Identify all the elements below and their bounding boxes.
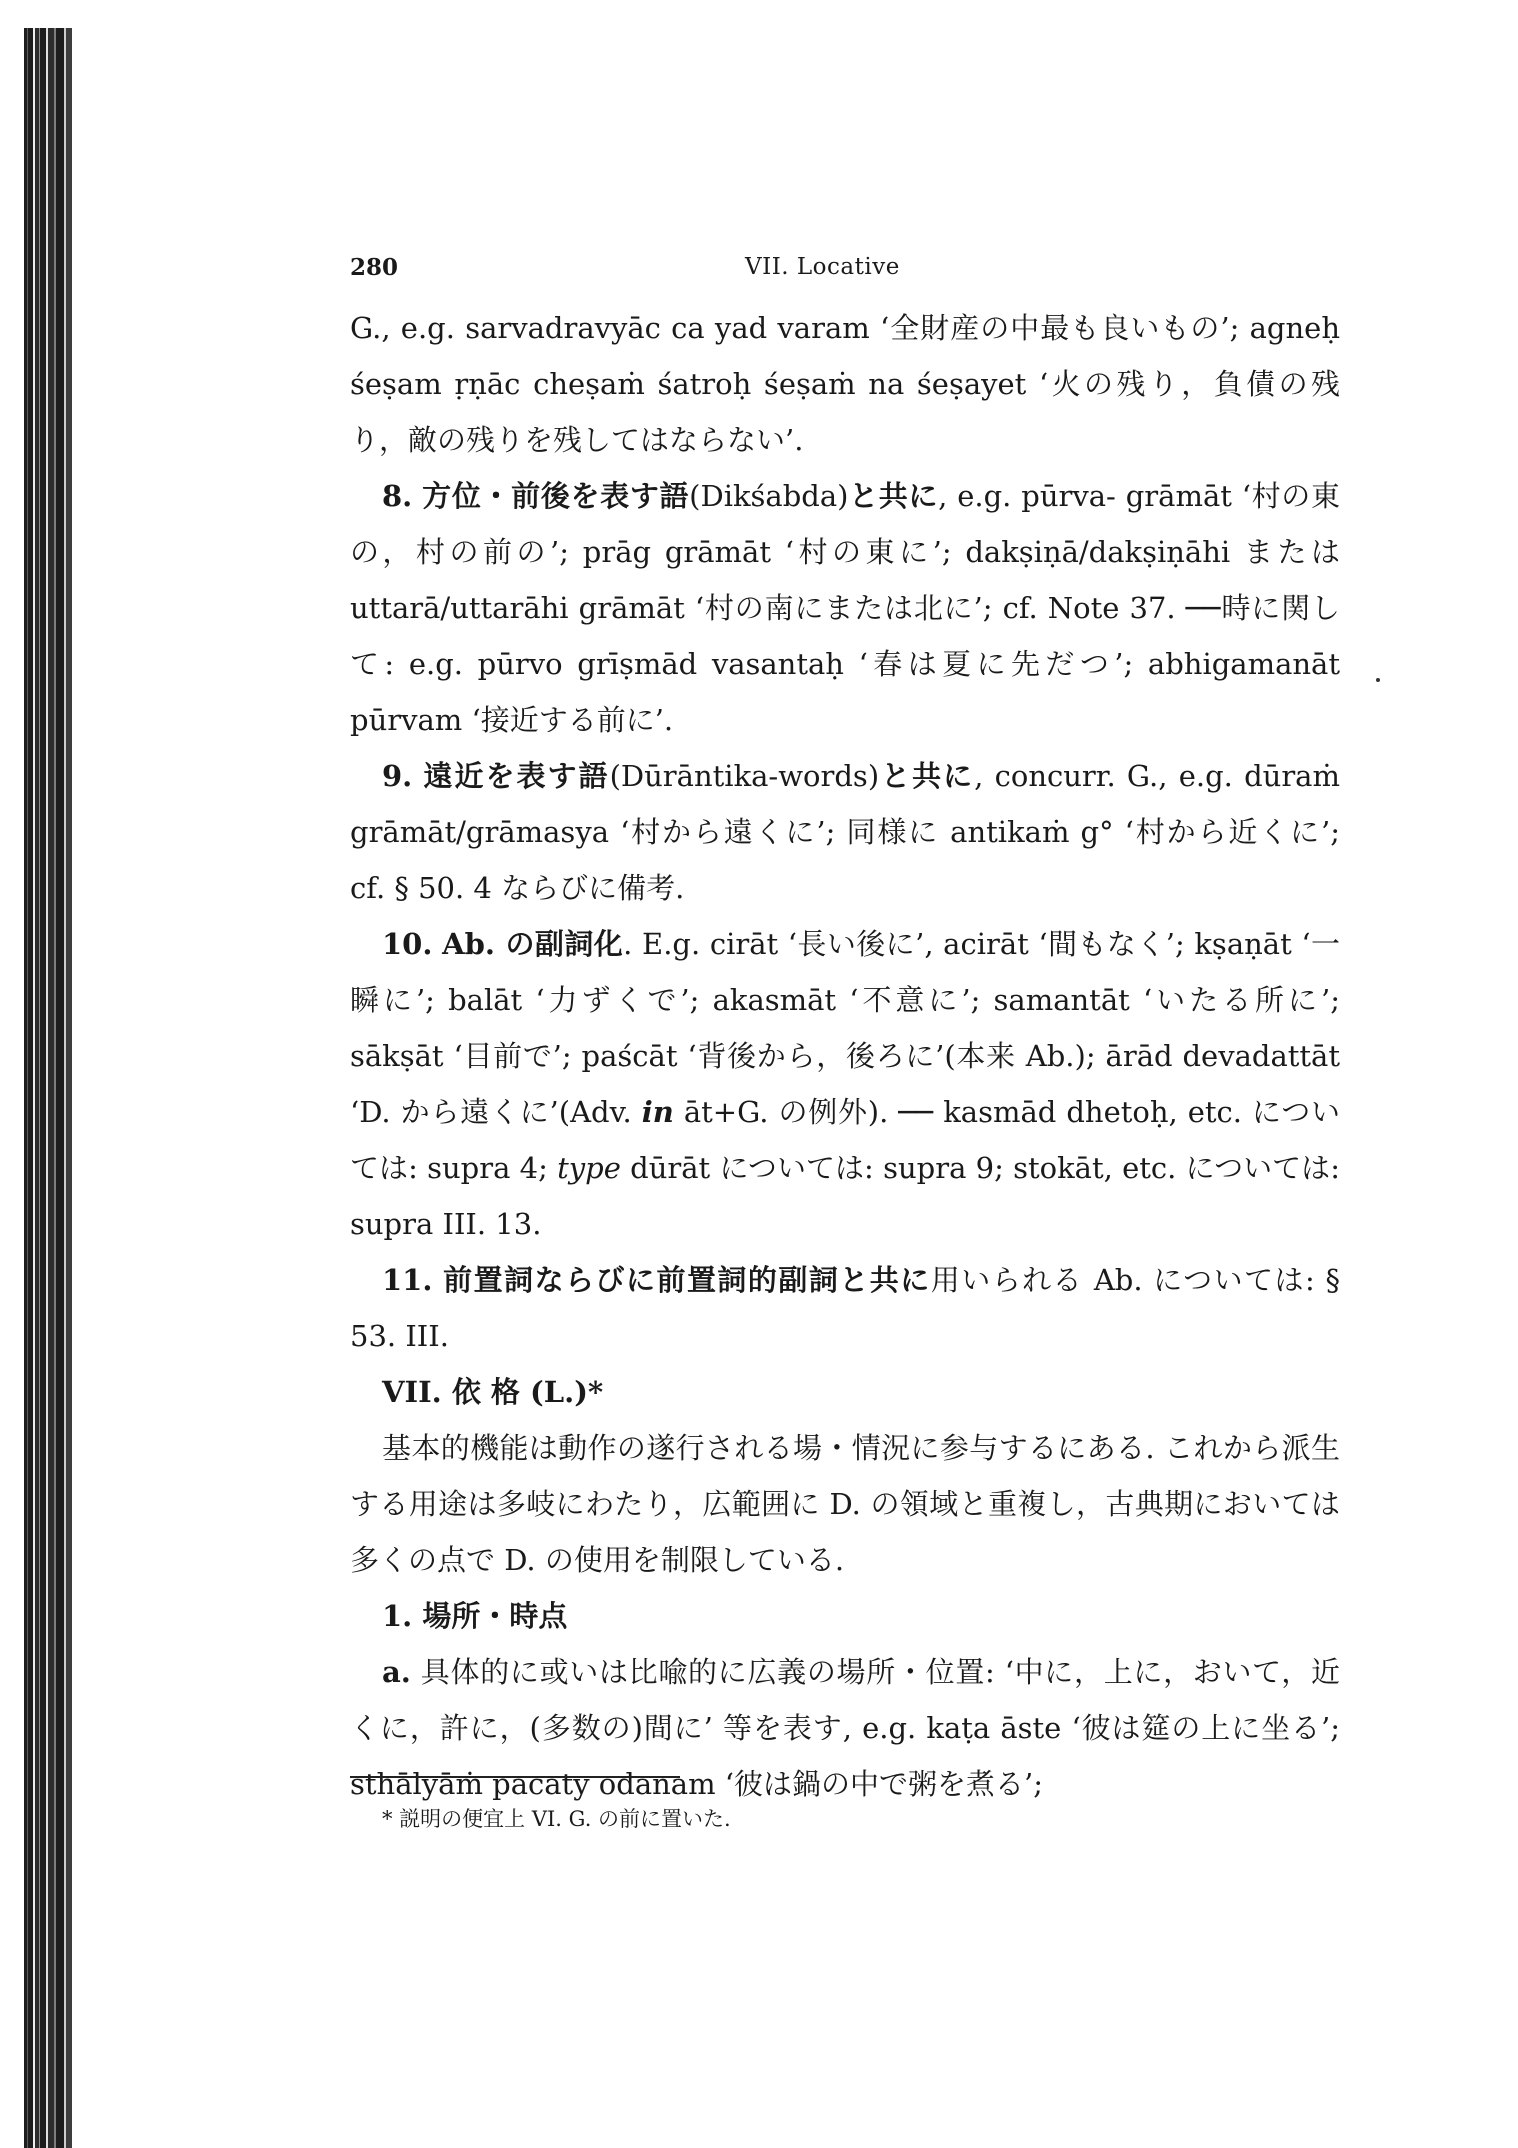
running-title: VII. Locative xyxy=(745,254,900,280)
page-header xyxy=(350,250,1340,290)
page-body xyxy=(350,250,1340,1812)
text-run: G., e.g. sarvadravyāc ca yad varam ‘全財産の中最も良いもの’; agneḥ śeṣam ṛṇāc cheṣaṁ śatroḥ śeṣaṁ na śeṣayet ‘火の残り，負債の残り，敵の残りを残してはならない’. xyxy=(350,311,1340,457)
text-run: 1. 場所・時点 xyxy=(382,1599,568,1633)
paragraph-continuation xyxy=(350,300,1340,468)
text-run: in xyxy=(641,1095,674,1129)
text-run: 具体的に或いは比喩的に広義の場所・位置: ‘中に，上に，おいて，近くに，許に，(多数の)間に’ 等を表す, e.g. kaṭa āste ‘彼は筵の上に坐る’; sthālyāṁ pacaty odanam ‘彼は鍋の中で粥を煮る’; xyxy=(350,1655,1340,1801)
text-run: type xyxy=(557,1151,621,1185)
text-run: 基本的機能は動作の遂行される場・情況に参与するにある. これから派生する用途は多岐にわたり，広範囲に D. の領域と重複し，古典期においては多くの点で D. の使用を制限している. xyxy=(350,1431,1340,1577)
paragraph-section-8 xyxy=(350,468,1340,748)
text-run: と共に xyxy=(848,479,939,513)
text-run: 前置詞ならびに前置詞的副詞と共に xyxy=(443,1263,931,1297)
text-run: a. xyxy=(382,1655,411,1689)
text-run: VII. 依 格 (L.)* xyxy=(382,1375,604,1409)
paragraph-section-9 xyxy=(350,748,1340,916)
margin-mark xyxy=(1376,678,1380,682)
page-number: 280 xyxy=(350,254,399,281)
text-run: dūrāt については: supra 9; stokāt, etc. については: supra III. 13. xyxy=(350,1151,1340,1241)
footnote: * 説明の便宜上 VI. G. の前に置いた. xyxy=(382,1807,731,1831)
text-run: 8. xyxy=(382,479,413,513)
paragraph-section-10 xyxy=(350,916,1340,1252)
text-run: 10. xyxy=(382,927,433,961)
paragraph-basic-function xyxy=(350,1420,1340,1588)
text-run: (Dikśabda) xyxy=(689,479,849,513)
text-run: . E.g. cirāt ‘長い後に’, acirāt ‘間もなく’; kṣaṇāt ‘一瞬に’; balāt ‘力ずくで’; akasmāt ‘不意に’; samantāt ‘いたる所に’; sākṣāt ‘目前で’; paścāt ‘背後から，後ろに’(本来 Ab.); ārād devadattāt ‘D. から遠くに’(Adv. xyxy=(350,927,1341,1129)
text-run: 方位・前後を表す語 xyxy=(422,479,690,513)
paragraph-section-11 xyxy=(350,1252,1340,1364)
text-run xyxy=(412,759,423,793)
text-run: Ab. の副詞化 xyxy=(442,927,624,961)
subsection-heading-place-time xyxy=(350,1588,1340,1644)
book-spine-edge xyxy=(24,28,72,2148)
text-run: (Dūrāntika-words) xyxy=(609,759,880,793)
main-text xyxy=(350,300,1340,1812)
text-run xyxy=(432,927,442,961)
text-run xyxy=(432,1263,443,1297)
text-run: 遠近を表す語 xyxy=(423,759,610,793)
text-run: , e.g. pūrva- grāmāt ‘村の東の，村の前の’; prāg grāmāt ‘村の東に’; dakṣiṇā/dakṣiṇāhi または uttarā/uttarāhi grāmāt ‘村の南にまたは北に’; cf. Note 37. ──時に関して: e.g. pūrvo grīṣmād vasantaḥ ‘春は夏に先だつ’; abhigamanāt pūrvam ‘接近する前に’. xyxy=(350,479,1340,737)
text-run: 9. xyxy=(382,759,413,793)
text-run: 11. xyxy=(382,1263,433,1297)
paragraph-subsection-a xyxy=(350,1644,1340,1812)
section-heading-locative xyxy=(350,1364,1340,1420)
footnote-rule xyxy=(350,1776,680,1778)
text-run: と共に xyxy=(879,759,975,793)
text-run xyxy=(412,479,422,513)
text-run: , concurr. G., e.g. dūraṁ grāmāt/grāmasya ‘村から遠くに’; 同様に antikaṁ g° ‘村から近くに’; cf. § 50. 4 ならびに備考. xyxy=(350,759,1340,905)
text-run: āt+G. の例外). ── kasmād dhetoḥ, etc. については: supra 4; xyxy=(350,1095,1340,1185)
text-run: 用いられる Ab. については: § 53. III. xyxy=(350,1263,1340,1353)
